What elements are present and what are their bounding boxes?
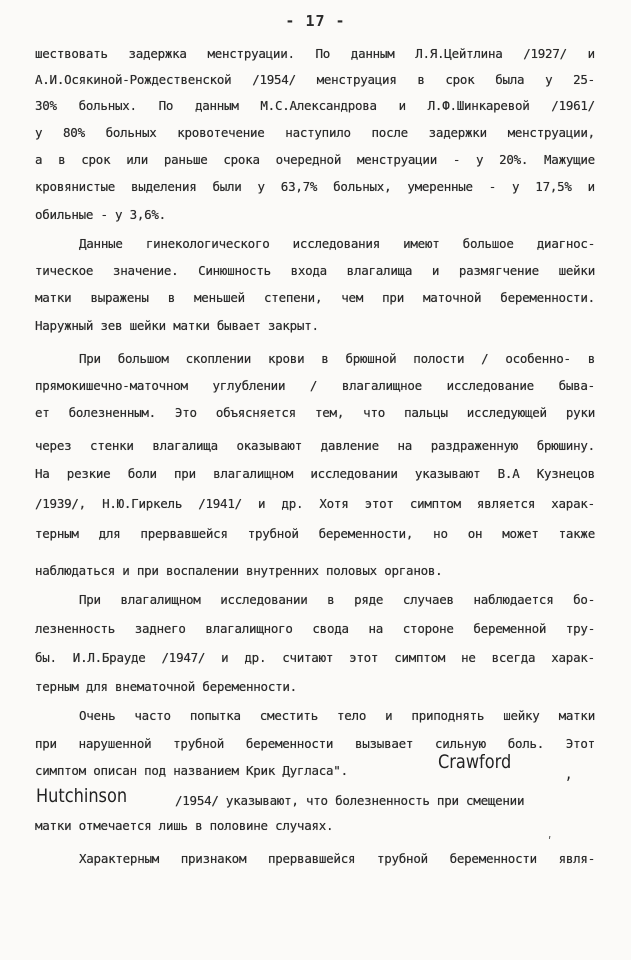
- text-line-9: тическое значение. Синюшность входа влагалища и размягчение шейки: [35, 263, 595, 278]
- text-line-4: у 80% больных кровотечение наступило после задержки менструации,: [35, 125, 595, 140]
- text-line-11: Наружный зев шейки матки бывает закрыт.: [35, 318, 319, 333]
- text-line-27: /1954/ указывают, что болезненность при смещении: [175, 793, 525, 808]
- text-line-23: терным для внематочной беременности.: [35, 679, 297, 694]
- text-line-6: кровянистые выделения были у 63,7% больных, умеренные - у 17,5% и: [35, 179, 595, 194]
- text-line-1: шествовать задержка менструации. По данным Л.Я.Цейтлина /1927/ и: [35, 46, 595, 61]
- text-line-3: 30% больных. По данным М.С.Александрова и Л.Ф.Шинкаревой /1961/: [35, 98, 595, 113]
- handwritten-name-hutchinson: Hutchinson: [36, 785, 128, 807]
- text-line-13: прямокишечно-маточном углублении / влагалищное исследование быва-: [35, 378, 595, 393]
- text-line-22: бы. И.Л.Брауде /1947/ и др. считают этот симптом не всегда харак-: [35, 650, 595, 665]
- text-line-18: терным для прервавшейся трубной беременности, но он может также: [35, 526, 595, 541]
- text-line-24: Очень часто попытка сместить тело и приподнять шейку матки: [79, 708, 595, 723]
- text-line-10: матки выражены в меньшей степени, чем при маточной беременности.: [35, 290, 595, 305]
- pen-mark: ʹ: [548, 835, 552, 849]
- text-line-14: ет болезненным. Это объясняется тем, что пальцы исследующей руки: [35, 405, 595, 420]
- text-line-2: А.И.Осякиной-Рождественской /1954/ менструация в срок была у 25-: [35, 72, 595, 87]
- handwritten-name-crawford: Crawford: [438, 751, 512, 773]
- text-line-8: Данные гинекологического исследования имеют большое диагнос-: [79, 236, 595, 251]
- text-line-16: На резкие боли при влагалищном исследовании указывают В.А Кузнецов: [35, 466, 595, 481]
- text-line-5: а в срок или раньше срока очередной менструации - у 20%. Мажущие: [35, 152, 595, 167]
- text-line-20: При влагалищном исследовании в ряде случаев наблюдается бо-: [79, 592, 595, 607]
- text-line-28: матки отмечается лишь в половине случаях.: [35, 818, 334, 833]
- text-line-21: лезненность заднего влагалищного свода на стороне беременной тру-: [35, 621, 595, 636]
- handwritten-comma: ,: [566, 762, 572, 784]
- text-line-26: симптом описан под названием Крик Дугласа".: [35, 763, 348, 778]
- text-line-17: /1939/, Н.Ю.Гиркель /1941/ и др. Хотя этот симптом является харак-: [35, 496, 595, 511]
- text-line-15: через стенки влагалища оказывают давление на раздраженную брюшину.: [35, 438, 595, 453]
- text-line-19: наблюдаться и при воспалении внутренних половых органов.: [35, 563, 443, 578]
- text-line-7: обильные - у 3,6%.: [35, 207, 166, 222]
- page-number: - 17 -: [285, 12, 346, 30]
- text-line-12: При большом скоплении крови в брюшной полости / особенно- в: [79, 351, 595, 366]
- text-line-25: при нарушенной трубной беременности вызывает сильную боль. Этот: [35, 736, 595, 751]
- text-line-29: Характерным признаком прервавшейся трубной беременности явля-: [79, 851, 595, 866]
